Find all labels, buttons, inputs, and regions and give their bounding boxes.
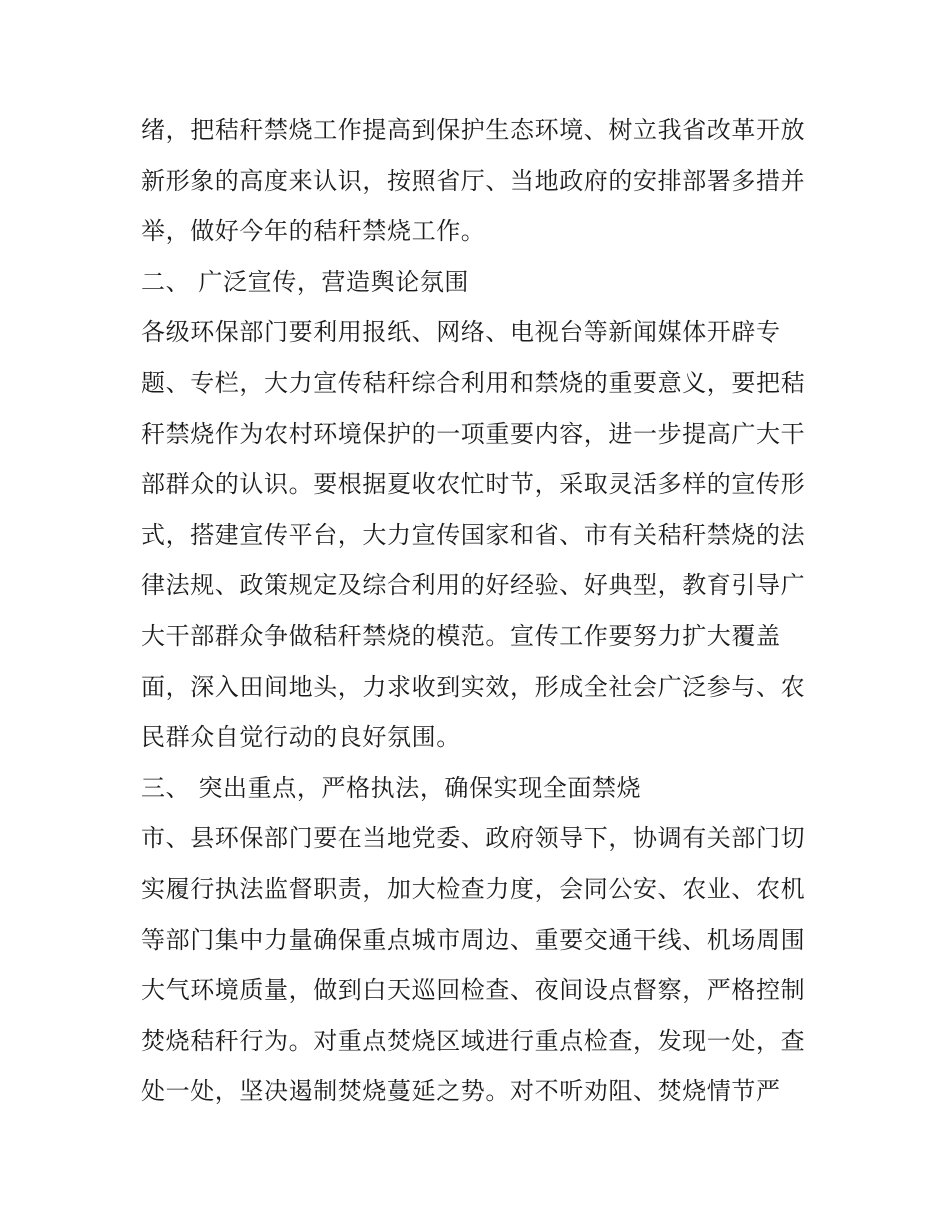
text-line: 等部门集中力量确保重点城市周边、重要交通干线、机场周围 bbox=[141, 925, 806, 954]
text-line: 题、专栏，大力宣传秸秆综合利用和禁烧的重要意义，要把秸 bbox=[141, 368, 806, 397]
text-line: 实履行执法监督职责，加大检查力度，会同公安、农业、农机 bbox=[141, 874, 806, 903]
text-line: 式，搭建宣传平台，大力宣传国家和省、市有关秸秆禁烧的法 bbox=[141, 520, 806, 549]
text-line: 民群众自觉行动的良好氛围。 bbox=[141, 723, 461, 752]
text-line: 部群众的认识。要根据夏收农忙时节，采取灵活多样的宣传形 bbox=[141, 470, 806, 499]
text-line: 焚烧秸秆行为。对重点焚烧区域进行重点检查，发现一处，查 bbox=[141, 1026, 806, 1055]
text-line: 市、县环保部门要在当地党委、政府领导下，协调有关部门切 bbox=[141, 824, 806, 853]
section-heading: 二、 广泛宣传，营造舆论氛围 bbox=[141, 267, 470, 296]
text-line: 大干部群众争做秸秆禁烧的模范。宣传工作要努力扩大覆盖 bbox=[141, 621, 781, 650]
text-line: 律法规、政策规定及综合利用的好经验、好典型，教育引导广 bbox=[141, 571, 806, 600]
text-line: 各级环保部门要利用报纸、网络、电视台等新闻媒体开辟专 bbox=[141, 318, 781, 347]
text-line: 秆禁烧作为农村环境保护的一项重要内容，进一步提高广大干 bbox=[141, 419, 806, 448]
text-line: 面，深入田间地头，力求收到实效，形成全社会广泛参与、农 bbox=[141, 672, 806, 701]
section-heading: 三、 突出重点，严格执法，确保实现全面禁烧 bbox=[141, 773, 642, 802]
text-line: 举，做好今年的秸秆禁烧工作。 bbox=[141, 217, 486, 246]
text-line: 绪，把秸秆禁烧工作提高到保护生态环境、树立我省改革开放 bbox=[141, 116, 806, 144]
text-line: 新形象的高度来认识，按照省厅、当地政府的安排部署多措并 bbox=[141, 166, 806, 195]
document-body bbox=[141, 105, 821, 1117]
text-line: 大气环境质量，做到白天巡回检查、夜间设点督察，严格控制 bbox=[141, 976, 806, 1005]
text-line: 处一处，坚决遏制焚烧蔓延之势。对不听劝阻、焚烧情节严 bbox=[141, 1077, 781, 1106]
